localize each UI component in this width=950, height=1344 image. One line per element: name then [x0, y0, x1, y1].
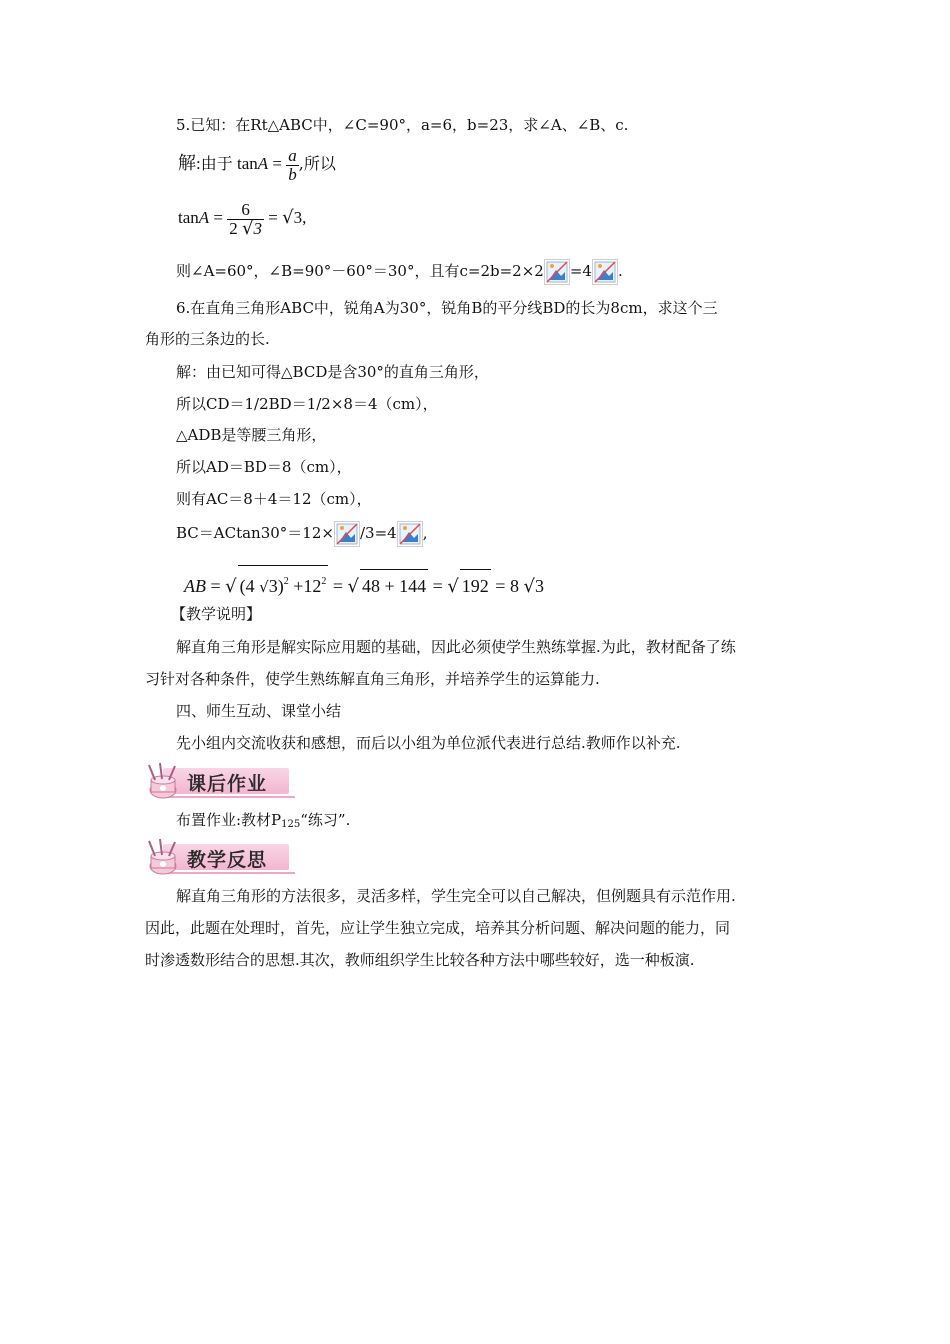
broken-image-icon: [397, 521, 423, 547]
section4-p1: 先小组内交流收获和感想，而后以小组为单位派代表进行总结.教师作以补充.: [176, 734, 681, 752]
homework-banner-title: 课后作业: [187, 773, 268, 795]
problem6-step-1: 解：由已知可得△BCD是含30°的直角三角形，: [176, 363, 489, 381]
tan-function: tan: [178, 208, 199, 227]
reflection-banner-title: 教学反思: [187, 849, 268, 871]
angle-a: A: [257, 154, 269, 173]
angle-a: A: [198, 208, 210, 227]
radical-icon: √: [347, 576, 359, 597]
equals-sign: =: [206, 576, 226, 596]
radicand-close: ): [277, 576, 284, 596]
fraction-a-over-b: [286, 147, 299, 184]
radical-icon: √: [523, 576, 535, 597]
teaching-note-p2: 习针对各种条件，使学生熟练解直角三角形，并培养学生的运算能力.: [145, 670, 600, 688]
broken-image-icon: [334, 521, 360, 547]
reflection-p2: 因此，此题在处理时，首先，应让学生独立完成，培养其分析问题、解决问题的能力，同: [145, 919, 731, 937]
reflection-banner: [145, 838, 295, 876]
homework-text-main: 布置作业:教材P: [176, 811, 282, 829]
radicand-3: 3: [268, 576, 278, 596]
fraction-denominator: b: [288, 164, 297, 184]
problem6-step-3: △ADB是等腰三角形，: [176, 426, 327, 444]
problem6-statement-2: 角形的三条边的长.: [145, 330, 270, 348]
ab-final-radicand: 3: [534, 576, 544, 596]
pen-holder-icon: [145, 838, 185, 876]
radicand-2: 48 + 144: [360, 569, 428, 602]
radical-icon: √: [225, 576, 237, 597]
reflection-p1: 解直角三角形的方法很多，灵活多样，学生完全可以自己解决，但例题具有示范作用.: [176, 887, 736, 905]
radical-icon: √: [447, 576, 459, 597]
tan-function: tan: [237, 154, 258, 173]
den-coefficient: 2: [229, 218, 243, 238]
radicand-1: [238, 565, 329, 603]
fraction-denominator: [227, 219, 264, 238]
ab-final-coeff: 8: [509, 576, 524, 596]
period: .: [617, 262, 623, 280]
problem5-solution-line2: [178, 198, 306, 238]
homework-text-tail: “练习”.: [300, 811, 351, 829]
problem5-solution-line1: [178, 146, 336, 184]
radical-icon: √: [242, 217, 254, 239]
fraction-6-over-2root3: [227, 201, 264, 238]
problem6-step-5: 则有AC＝8＋4＝12（cm），: [176, 490, 372, 508]
solution-label: 解: [178, 153, 196, 174]
comma: ,: [422, 524, 428, 542]
broken-image-icon: [592, 259, 618, 285]
problem6-statement-1: 6.在直角三角形ABC中，锐角A为30°，锐角B的平分线BD的长为8cm，求这个三: [176, 299, 718, 317]
result-radicand: 3: [293, 208, 303, 227]
fraction-numerator: 6: [241, 199, 250, 219]
plus-12: +12: [288, 576, 322, 596]
equals-sign: =: [264, 208, 283, 227]
broken-image-icon: [544, 259, 570, 285]
ab-label: AB: [184, 576, 206, 596]
homework-text: [176, 809, 350, 836]
radical-icon: √: [282, 207, 294, 228]
den-radicand: 3: [253, 218, 262, 238]
radical-icon: √: [259, 578, 269, 596]
problem5-statement: 5.已知：在Rt△ABC中，∠C=90°，a=6，b=23，求∠A、∠B、c.: [176, 116, 629, 134]
teaching-note-heading: 【教学说明】: [171, 605, 262, 623]
bc-divide: /3=4: [359, 524, 397, 542]
angle-results: 则∠A=60°，∠B=90°－60°＝30°，且有c=2b=2×2: [176, 262, 544, 280]
pen-holder-icon: [145, 762, 185, 800]
problem6-step-4: 所以AD＝BD＝8（cm），: [176, 458, 352, 476]
problem6-step-2: 所以CD＝1/2BD＝1/2×8＝4（cm），: [176, 395, 438, 413]
solution-text-2: ,所以: [298, 154, 336, 173]
section4-heading: 四、师生互动、课堂小结: [176, 702, 342, 720]
problem6-step-6: [176, 517, 427, 549]
teaching-note-p1: 解直角三角形是解实际应用题的基础，因此必须使学生熟练掌握.为此，教材配备了练: [176, 638, 736, 656]
fraction-numerator: a: [288, 145, 297, 165]
exponent: 2: [321, 576, 327, 587]
comma: ,: [302, 208, 307, 227]
reflection-p3: 时渗透数形结合的思想.其次，教师组织学生比较各种方法中哪些较好，选一种板演.: [145, 951, 695, 969]
equals-sign: =: [209, 208, 228, 227]
radicand-open: (4: [239, 576, 260, 596]
equals-sign: =: [328, 576, 348, 596]
problem5-solution-line3: [176, 256, 623, 286]
equals-sign: =: [428, 576, 448, 596]
solution-text: 由于: [200, 154, 233, 173]
equals-4: =4: [569, 262, 592, 280]
equals-sign: =: [490, 576, 510, 596]
homework-page-number: 125: [281, 819, 301, 830]
equals-sign: =: [268, 154, 287, 173]
solution-colon: :: [196, 154, 201, 173]
bc-expression: BC＝ACtan30°＝12×: [176, 524, 334, 542]
radicand-3: 192: [460, 569, 491, 602]
exponent: 2: [283, 576, 289, 587]
homework-banner: [145, 762, 295, 800]
problem6-ab-equation: [184, 565, 544, 603]
